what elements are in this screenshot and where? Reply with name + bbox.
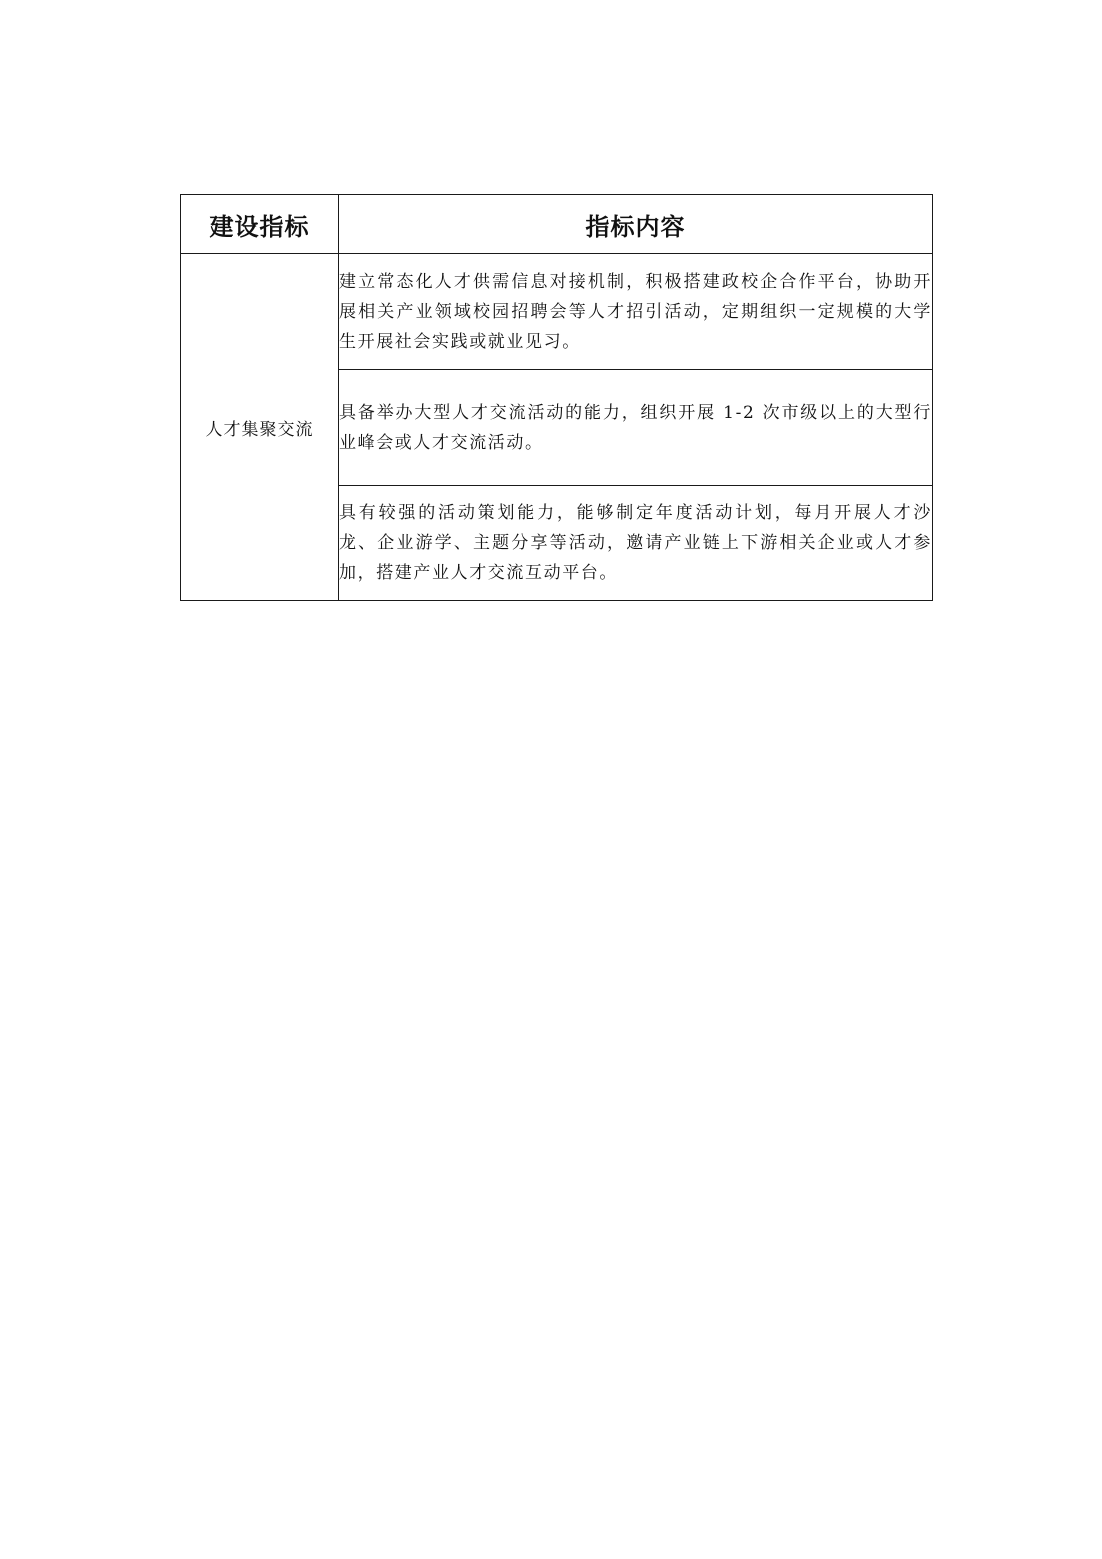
content-cell: 建立常态化人才供需信息对接机制，积极搭建政校企合作平台，协助开展相关产业领域校园招聘会等人才招引活动，定期组织一定规模的大学生开展社会实践或就业见习。 <box>339 254 933 370</box>
header-indicator: 建设指标 <box>181 195 339 254</box>
indicator-table <box>180 194 933 601</box>
content-cell: 具备举办大型人才交流活动的能力，组织开展 1-2 次市级以上的大型行业峰会或人才交流活动。 <box>339 370 933 486</box>
indicator-cell: 人才集聚交流 <box>181 254 339 601</box>
table-header-row <box>181 195 933 254</box>
content-cell: 具有较强的活动策划能力，能够制定年度活动计划，每月开展人才沙龙、企业游学、主题分享等活动，邀请产业链上下游相关企业或人才参加，搭建产业人才交流互动平台。 <box>339 486 933 601</box>
header-content: 指标内容 <box>339 195 933 254</box>
table-row <box>181 254 933 370</box>
